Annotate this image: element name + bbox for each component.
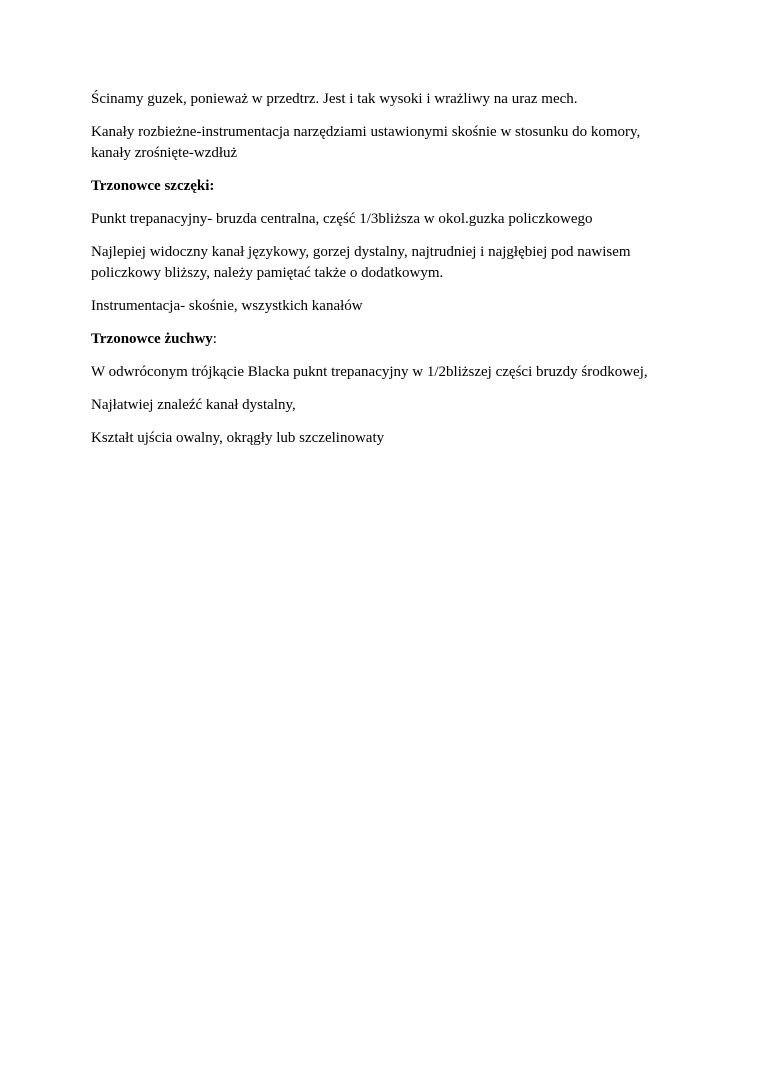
paragraph-text: Punkt trepanacyjny- bruzda centralna, część 1/3bliższa w okol.guzka policzkowego [91,211,593,227]
paragraph-orifice-shape [91,428,676,449]
paragraph-trepanation-point-maxillary [91,209,676,230]
paragraph-divergent-canals [91,122,676,164]
paragraph-cutting-cusp [91,89,676,110]
paragraph-text: W odwróconym trójkącie Blacka puknt trepanacyjny w 1/2bliższej części bruzdy środkowej, [91,364,648,380]
paragraph-text-line-2: policzkowy bliższy, należy pamiętać także o dodatkowym. [91,265,444,281]
paragraph-blacks-triangle [91,362,676,383]
heading-mandibular-molars [91,329,676,350]
heading-text: Trzonowce żuchwy [91,331,213,347]
document-body [91,89,676,461]
heading-text: Trzonowce szczęki: [91,178,215,194]
paragraph-text-line-2: kanały zrośnięte-wzdłuż [91,145,238,161]
paragraph-distal-canal [91,395,676,416]
paragraph-text: Kształt ujścia owalny, okrągły lub szczelinowaty [91,430,385,446]
paragraph-instrumentation [91,296,676,317]
paragraph-text-line-1: Najlepiej widoczny kanał językowy, gorzej dystalny, najtrudniej i najgłębiej pod nawisem [91,244,631,260]
paragraph-text: Najłatwiej znaleźć kanał dystalny, [91,397,296,413]
paragraph-text: Ścinamy guzek, ponieważ w przedtrz. Jest i tak wysoki i wrażliwy na uraz mech. [91,91,578,107]
paragraph-text: Instrumentacja- skośnie, wszystkich kanałów [91,298,363,314]
paragraph-text-line-1: Kanały rozbieżne-instrumentacja narzędziami ustawionymi skośnie w stosunku do komory, [91,124,641,140]
heading-colon: : [212,331,217,347]
paragraph-canal-visibility [91,242,676,284]
heading-maxillary-molars [91,176,676,197]
